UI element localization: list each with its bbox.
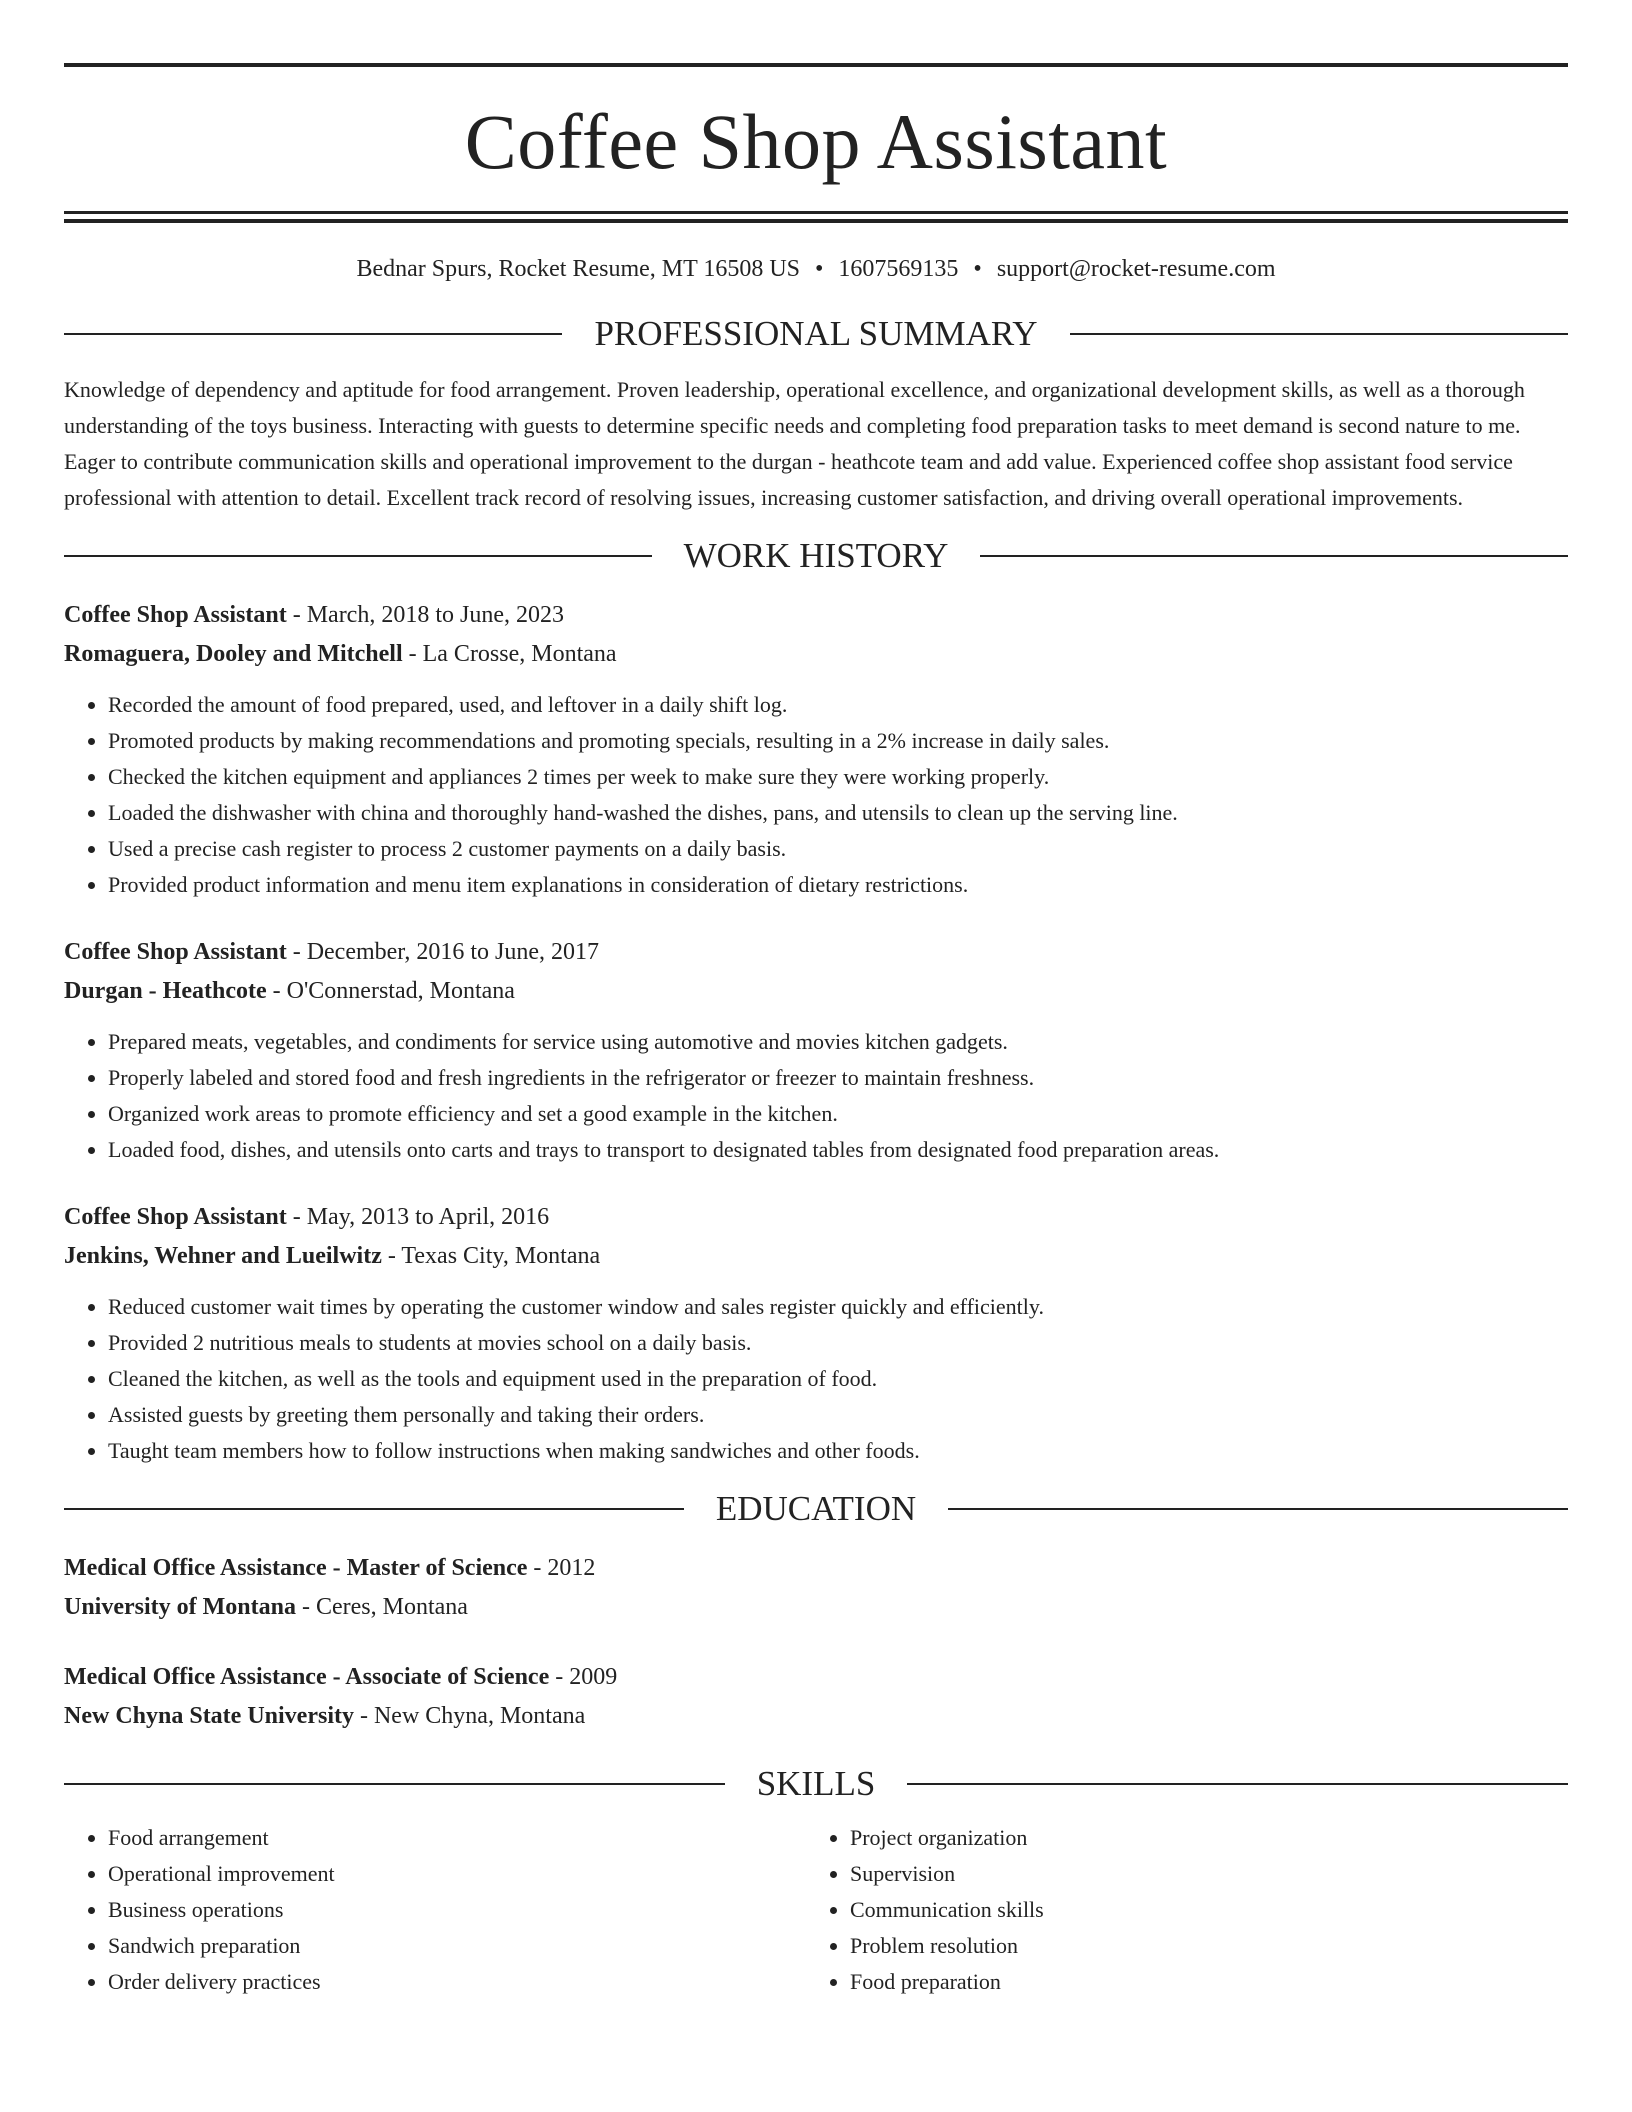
job-duties — [64, 687, 1568, 903]
job-title: Coffee Shop Assistant — [64, 602, 287, 628]
job-location: - Texas City, Montana — [381, 1243, 601, 1269]
work-title: WORK HISTORY — [683, 536, 949, 575]
contact-address: Bednar Spurs, Rocket Resume, MT 16508 US — [356, 256, 801, 282]
skill-item: • Business operations — [108, 1892, 806, 1928]
job-title-line — [64, 596, 1568, 635]
job-dates: - December, 2016 to June, 2017 — [286, 939, 599, 965]
divider — [64, 333, 562, 335]
job-duty: • Loaded food, dishes, and utensils onto carts and trays to transport to designated tables from designated food preparation areas. — [108, 1132, 1568, 1168]
job-duty: • Properly labeled and stored food and fresh ingredients in the refrigerator or freezer to maintain freshness. — [108, 1060, 1568, 1096]
divider — [948, 1508, 1568, 1510]
skills-column-left — [64, 1820, 806, 2000]
job-duty: • Provided product information and menu item explanations in consideration of dietary restrictions. — [108, 867, 1568, 903]
job-dates: - March, 2018 to June, 2023 — [286, 602, 564, 628]
job-duty: • Recorded the amount of food prepared, used, and leftover in a daily shift log. — [108, 687, 1568, 723]
job-duty: • Organized work areas to promote efficiency and set a good example in the kitchen. — [108, 1096, 1568, 1132]
divider — [907, 1783, 1568, 1785]
skills-list — [64, 1820, 1568, 2000]
contact-line — [64, 257, 1568, 281]
skill-item: • Food arrangement — [108, 1820, 806, 1856]
double-rule — [64, 211, 1568, 223]
skill-item: • Operational improvement — [108, 1856, 806, 1892]
skill-item: • Supervision — [850, 1856, 1548, 1892]
job-entry — [64, 1198, 1568, 1469]
job-company: Jenkins, Wehner and Lueilwitz — [64, 1243, 382, 1269]
summary-title: PROFESSIONAL SUMMARY — [594, 314, 1038, 353]
job-duty: • Promoted products by making recommendations and promoting specials, resulting in a 2% increase in daily sales. — [108, 723, 1568, 759]
contact-separator: • — [815, 256, 824, 282]
skill-item: • Problem resolution — [850, 1928, 1548, 1964]
divider — [64, 555, 652, 557]
skills-title: SKILLS — [756, 1764, 876, 1803]
job-title-line — [64, 1198, 1568, 1237]
school-location: - Ceres, Montana — [295, 1594, 468, 1620]
skill-item: • Sandwich preparation — [108, 1928, 806, 1964]
degree-line — [64, 1549, 1568, 1588]
job-duties — [64, 1024, 1568, 1168]
education-entry — [64, 1658, 1568, 1736]
job-company: Durgan - Heathcote — [64, 978, 267, 1004]
divider — [64, 1508, 684, 1510]
top-rule — [64, 63, 1568, 67]
skill-item: • Order delivery practices — [108, 1964, 806, 2000]
school-line — [64, 1697, 1568, 1736]
school: New Chyna State University — [64, 1703, 354, 1729]
degree: Medical Office Assistance - Associate of Science — [64, 1664, 550, 1690]
degree: Medical Office Assistance - Master of Science — [64, 1555, 528, 1581]
job-duty: • Loaded the dishwasher with china and thoroughly hand-washed the dishes, pans, and utensils to clean up the serving line. — [108, 795, 1568, 831]
skill-item: • Food preparation — [850, 1964, 1548, 2000]
job-title: Coffee Shop Assistant — [64, 1204, 287, 1230]
summary-text: Knowledge of dependency and aptitude for food arrangement. Proven leadership, operational excellence, and organizational development skills, as well as a thorough understanding of the toys business. Interacting with guests to determine specific needs and completing food preparation tasks to meet demand is second nature to me. Eager to contribute communication skills and operational improvement to the durgan - heathcote team and add value. Experienced coffee shop assistant food service professional with attention to detail. Excellent track record of resolving issues, increasing customer satisfaction, and driving overall operational improvements. — [64, 377, 1525, 510]
divider — [64, 1783, 725, 1785]
job-duty: • Checked the kitchen equipment and appliances 2 times per week to make sure they were working properly. — [108, 759, 1568, 795]
divider — [980, 555, 1568, 557]
summary-heading — [64, 316, 1568, 351]
skills-heading — [64, 1766, 1568, 1801]
job-location: - O'Connerstad, Montana — [266, 978, 515, 1004]
resume-name: Coffee Shop Assistant — [464, 98, 1168, 185]
education-heading — [64, 1491, 1568, 1526]
degree-year: - 2012 — [527, 1555, 596, 1581]
skill-item: • Communication skills — [850, 1892, 1548, 1928]
skill-item: • Project organization — [850, 1820, 1548, 1856]
work-heading — [64, 538, 1568, 573]
job-title: Coffee Shop Assistant — [64, 939, 287, 965]
job-duty: • Taught team members how to follow instructions when making sandwiches and other foods. — [108, 1433, 1568, 1469]
education-title: EDUCATION — [715, 1489, 917, 1528]
job-duty: • Cleaned the kitchen, as well as the tools and equipment used in the preparation of food. — [108, 1361, 1568, 1397]
job-company: Romaguera, Dooley and Mitchell — [64, 641, 403, 667]
skills-column-right — [806, 1820, 1548, 2000]
job-entry — [64, 933, 1568, 1168]
job-duties — [64, 1289, 1568, 1469]
school-location: - New Chyna, Montana — [353, 1703, 586, 1729]
degree-year: - 2009 — [549, 1664, 618, 1690]
education-entry — [64, 1549, 1568, 1627]
contact-separator: • — [973, 256, 982, 282]
degree-line — [64, 1658, 1568, 1697]
school: University of Montana — [64, 1594, 296, 1620]
job-company-line — [64, 1237, 1568, 1276]
job-duty: • Provided 2 nutritious meals to students at movies school on a daily basis. — [108, 1325, 1568, 1361]
contact-email: support@rocket-resume.com — [996, 256, 1276, 282]
divider — [1070, 333, 1568, 335]
job-duty: • Prepared meats, vegetables, and condiments for service using automotive and movies kitchen gadgets. — [108, 1024, 1568, 1060]
contact-phone: 1607569135 — [838, 256, 959, 282]
school-line — [64, 1588, 1568, 1627]
job-company-line — [64, 635, 1568, 674]
job-duty: • Used a precise cash register to process 2 customer payments on a daily basis. — [108, 831, 1568, 867]
job-company-line — [64, 972, 1568, 1011]
job-title-line — [64, 933, 1568, 972]
job-entry — [64, 596, 1568, 903]
job-duty: • Reduced customer wait times by operating the customer window and sales register quickly and efficiently. — [108, 1289, 1568, 1325]
job-duty: • Assisted guests by greeting them personally and taking their orders. — [108, 1397, 1568, 1433]
job-dates: - May, 2013 to April, 2016 — [286, 1204, 550, 1230]
job-location: - La Crosse, Montana — [402, 641, 617, 667]
